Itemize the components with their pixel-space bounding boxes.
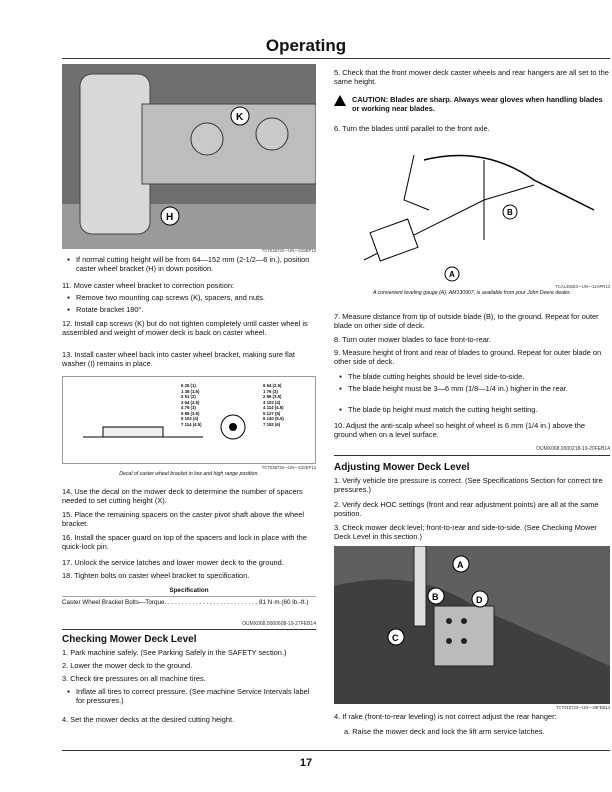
decal-left-2: 2 51 (2): [181, 394, 196, 399]
step-9-bullet-3: ● The blade tip height must match the cutting height setting.: [348, 405, 610, 414]
step-11: 11. Move caster wheel bracket to correction position:: [62, 281, 234, 290]
decal-right-2: 2 89 (3.5): [263, 394, 282, 399]
check-heading: Checking Mower Deck Level: [62, 634, 197, 645]
step-16: 16. Install the spacer guard on top of the spacers and lock in place with the quick-lock pin.: [62, 533, 307, 552]
step-12: 12. Install cap screws (K) but do not tighten completely until caster wheel is assembled and weight of mower deck is back on caster wheel.: [62, 319, 308, 338]
decal-left-6: 6 102 (4): [181, 416, 199, 421]
section-rule-2: [334, 455, 610, 456]
spec-heading: Specification: [169, 587, 209, 594]
fig3-label-b: B: [507, 208, 513, 217]
check-step-3-bullet: ● Inflate all tires to correct pressure. (See machine Service Intervals label for pressures.): [76, 687, 316, 706]
step-18: 18. Tighten bolts on caster wheel bracket to specification.: [62, 571, 250, 580]
adjust-step-1: 1. Verify vehicle tire pressure is correct. (See Specifications Section for correct tire pressures.): [334, 476, 603, 495]
check-step-4: 4. Set the mower decks at the desired cutting height.: [62, 715, 235, 724]
decal-right-1: 1 76 (3): [263, 388, 278, 394]
decal-left-4: 4 76 (3): [181, 405, 196, 410]
adjust-heading: Adjusting Mower Deck Level: [334, 462, 470, 473]
step-10: 10. Adjust the anti-scalp wheel so height of wheel is 6 mm (1/4 in.) above the ground when on a level surface.: [334, 421, 586, 440]
fig2-caption: Decal of caster wheel bracket in low and high range position.: [119, 471, 259, 477]
fig3-code: TCAL46553—UN—12APR13: [555, 284, 610, 289]
decal-left-3: 3 64 (2.5): [181, 399, 200, 405]
check-step-1: 1. Park machine safely. (See Parking Safely in the SAFETY section.): [62, 648, 287, 657]
caster-bracket-photo: [62, 64, 316, 249]
ref-code-2: OUMX068,0000218-19-20FEB14: [536, 446, 610, 452]
caution-icon: [334, 95, 346, 106]
caution-text: CAUTION: Blades are sharp. Always wear gloves when handling blades or working near blades.: [352, 95, 603, 114]
footer-rule: [62, 750, 610, 751]
fig4-label-c: C: [392, 633, 399, 643]
page-number: 17: [299, 757, 313, 769]
rear-hanger-photo: [334, 546, 610, 704]
check-step-2: 2. Lower the mower deck to the ground.: [62, 661, 193, 670]
decal-figure: [62, 376, 316, 464]
step-9-bullet-2: ● The blade height must be 3—6 mm (1/8—1/4 in.) higher in the rear.: [348, 384, 610, 393]
decal-right-3: 3 102 (4): [263, 399, 281, 405]
step-8: 8. Turn outer mower blades to face front-to-rear.: [334, 335, 491, 344]
fig1-label-h: H: [166, 212, 174, 223]
step-7: 7. Measure distance from tip of outside blade (B), to the ground. Repeat for outer blade on other side of deck.: [334, 312, 599, 331]
step-13: 13. Install caster wheel back into caster wheel bracket, making sure flat washer (I) remains in place.: [62, 350, 295, 369]
fig4-label-d: D: [476, 595, 483, 605]
blade-gauge-illustration: [334, 140, 610, 284]
fig1-code: TCT036723—UN—23SEP13: [261, 248, 316, 253]
adjust-step-2: 2. Verify deck HOC settings (front and rear adjustment points) are all at the same position.: [334, 500, 599, 519]
ref-code-1: OUMX068,0000608-19-27FEB14: [242, 621, 316, 627]
step-9: 9. Measure height of front and rear of blades to ground. Repeat for outer blade on other side of deck.: [334, 348, 602, 367]
check-step-3: 3. Check tire pressures on all machine tires.: [62, 674, 206, 683]
adjust-step-3: 3. Check mower deck level; front-to-rear and side-to-side. (See Checking Mower Deck Level in this section.): [334, 523, 597, 542]
decal-left-7: 7 114 (4.5): [181, 421, 202, 427]
step-11-bullet-1: ● Remove two mounting cap screws (K), spacers, and nuts.: [76, 293, 316, 302]
bullet-normal-height: ● If normal cutting height will be from 64—152 mm (2-1/2—6 in.), position caster wheel bracket (H) in down position.: [76, 255, 316, 274]
step-11-bullet-2: ● Rotate bracket 180°.: [76, 305, 316, 314]
adjust-step-4: 4. If rake (front-to-rear leveling) is not correct adjust the rear hanger:: [334, 712, 557, 721]
decal-left-0: 6 25 (1): [181, 383, 196, 388]
fig2-code: TCT036734—UN—23SEP13: [261, 465, 316, 470]
decal-right-4: 4 114 (4.5): [263, 405, 284, 410]
section-rule-1: [62, 629, 316, 630]
fig4-label-b: B: [432, 592, 439, 602]
page-title: Operating: [265, 36, 347, 55]
fig4-label-a: A: [457, 560, 464, 570]
decal-right-7: 7 152 (6): [263, 421, 281, 427]
spec-row: Caster Wheel Bracket Bolts—Torque. . . . . . . . . . . . . . . . . . . . . . . . . . . 81 N·m (60 lb.-ft.): [62, 599, 309, 606]
fig1-label-k: K: [236, 112, 244, 123]
decal-right-0: 6 64 (2.5): [263, 383, 282, 388]
decal-left-1: 1 38 (1.5): [181, 388, 200, 394]
step-17: 17. Unlock the service latches and lower mower deck to the ground.: [62, 558, 284, 567]
fig3-caption: A convenient leveling gauge (A), AM130907, is available from your John Deere dealer.: [372, 290, 572, 296]
decal-left-5: 5 89 (3.5): [181, 410, 200, 416]
step-15: 15. Place the remaining spacers on the caster pivot shaft above the wheel bracket.: [62, 510, 304, 529]
title-rule: [62, 58, 610, 59]
decal-right-5: 5 127 (5): [263, 410, 281, 416]
step-6: 6. Turn the blades until parallel to the front axle.: [334, 124, 490, 133]
spec-rule: [62, 596, 316, 597]
fig4-code: TCT010723—UN—28FEB14: [556, 705, 610, 710]
adjust-step-4a: a. Raise the mower deck and lock the lift arm service latches.: [344, 727, 545, 736]
step-5: 5. Check that the front mower deck caster wheels and rear hangers are all set to the same height.: [334, 68, 609, 87]
fig3-label-a: A: [449, 270, 455, 279]
step-14: 14. Use the decal on the mower deck to determine the number of spacers needed to set cutting height (X).: [62, 487, 303, 506]
step-9-bullet-1: ● The blade cutting heights should be level side-to-side.: [348, 372, 610, 381]
decal-right-6: 6 140 (5.5): [263, 416, 284, 421]
